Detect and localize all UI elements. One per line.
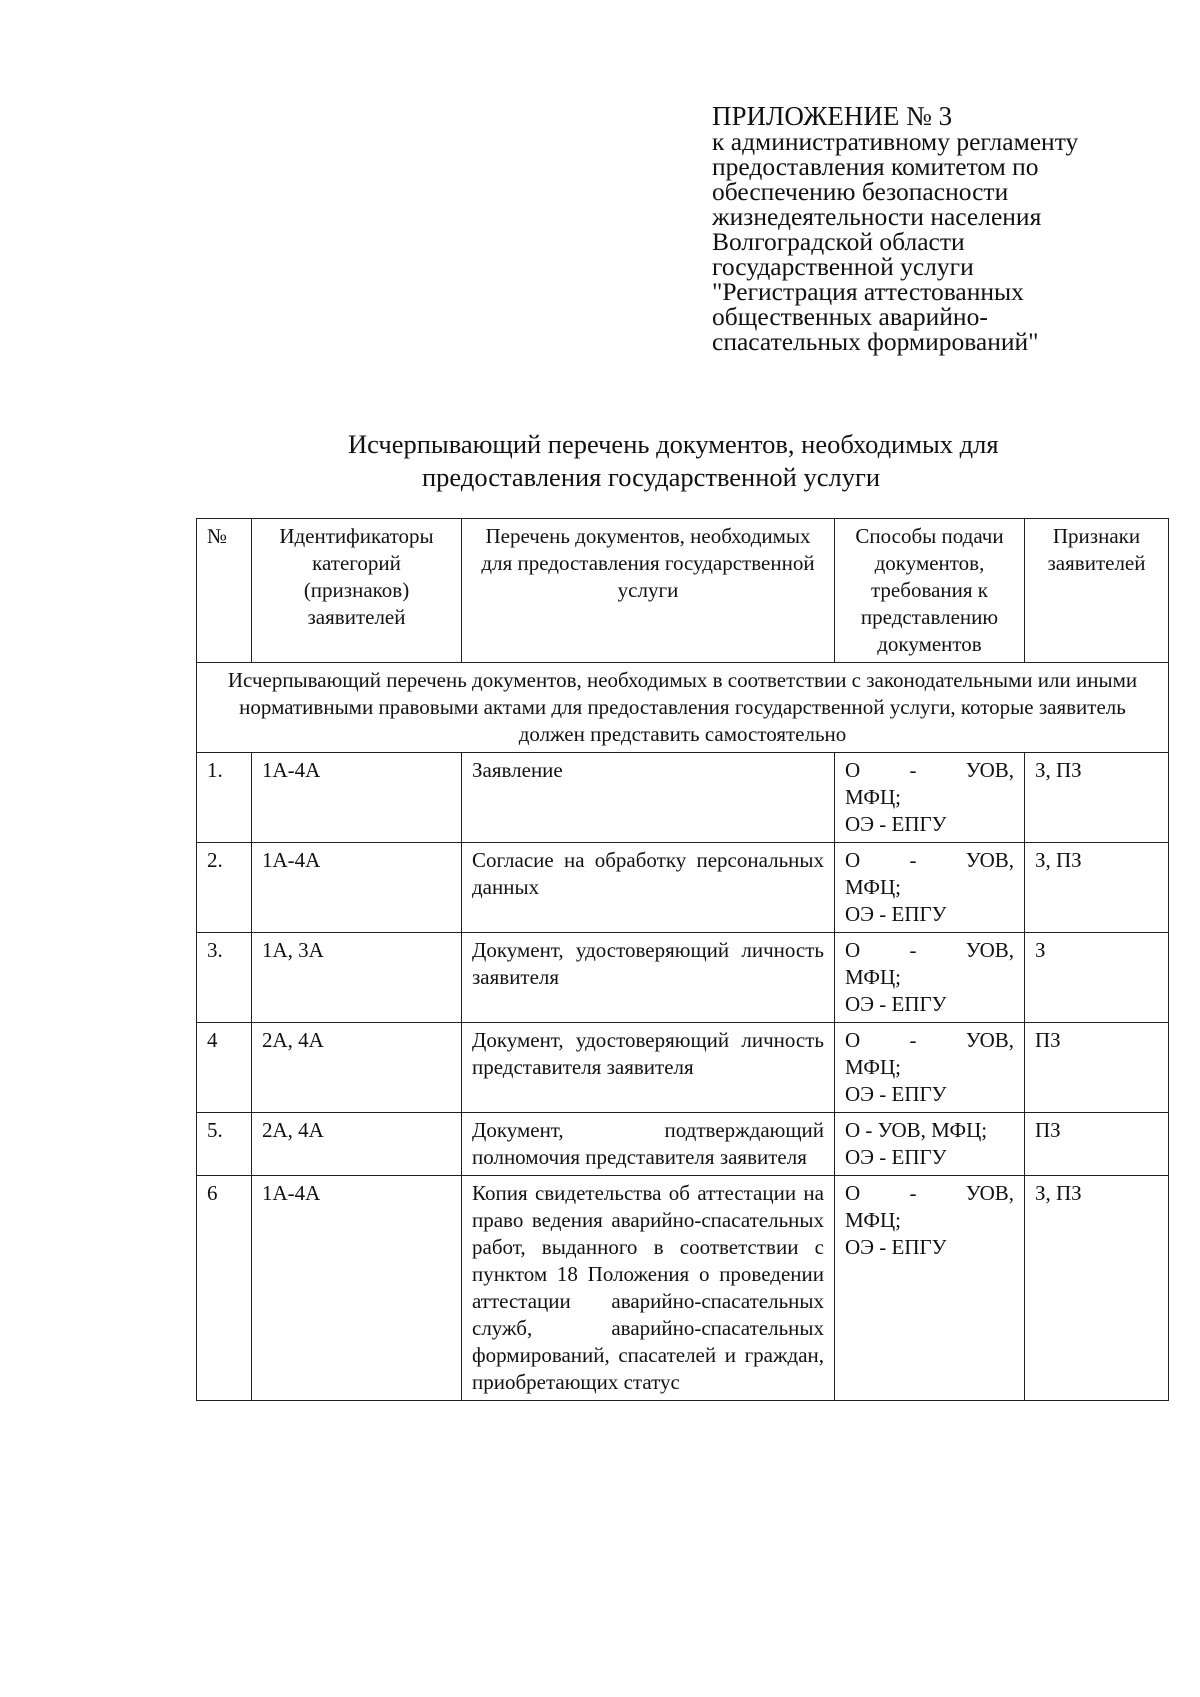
table-row xyxy=(197,1113,1169,1176)
method-line: МФЦ; xyxy=(845,875,901,899)
row-method xyxy=(835,933,1025,1023)
section-title: Исчерпывающий перечень документов, необходимых в соответствии с законодательными или иными нормативными правовыми актами для предоставления государственной услуги, которые заявитель должен представить самостоятельно xyxy=(197,663,1169,753)
row-signs: ПЗ xyxy=(1025,1023,1169,1113)
method-line: ОЭ - ЕПГУ xyxy=(845,1082,947,1106)
document-title-line-2: предоставления государственной услуги xyxy=(422,462,881,492)
appendix-line: "Регистрация аттестованных xyxy=(712,277,1024,306)
appendix-line: спасательных формирований" xyxy=(712,327,1039,356)
row-method xyxy=(835,753,1025,843)
appendix-line: предоставления комитетом по xyxy=(712,152,1039,181)
row-identifiers: 1А-4А xyxy=(252,843,462,933)
appendix-line: Волгоградской области xyxy=(712,227,965,256)
table-row xyxy=(197,1023,1169,1113)
document-title xyxy=(300,428,1100,494)
row-number: 4 xyxy=(197,1023,252,1113)
document-title-line-1: Исчерпывающий перечень документов, необходимых для xyxy=(348,429,999,459)
documents-table xyxy=(196,518,1169,1401)
row-identifiers: 1А-4А xyxy=(252,753,462,843)
row-method xyxy=(835,1176,1025,1401)
row-method xyxy=(835,1023,1025,1113)
method-line: МФЦ; xyxy=(845,1055,901,1079)
appendix-line: обеспечению безопасности xyxy=(712,177,1009,206)
method-line: ОЭ - ЕПГУ xyxy=(845,1145,947,1169)
method-line: О - УОВ, МФЦ; xyxy=(845,1118,988,1142)
row-method xyxy=(835,1113,1025,1176)
method-line: МФЦ; xyxy=(845,965,901,989)
row-identifiers: 2А, 4А xyxy=(252,1023,462,1113)
row-identifiers: 2А, 4А xyxy=(252,1113,462,1176)
method-line: О - УОВ, xyxy=(845,758,1014,782)
table-row xyxy=(197,753,1169,843)
row-document: Документ, удостоверяющий личность представителя заявителя xyxy=(462,1023,835,1113)
row-document: Заявление xyxy=(462,753,835,843)
header-methods: Способы подачи документов, требования к представлению документов xyxy=(835,519,1025,663)
table-row xyxy=(197,1176,1169,1401)
appendix-line: к административному регламенту xyxy=(712,127,1079,156)
row-number: 5. xyxy=(197,1113,252,1176)
appendix-block xyxy=(712,101,1172,356)
table-header-row xyxy=(197,519,1169,663)
method-line: ОЭ - ЕПГУ xyxy=(845,1235,947,1259)
method-line: ОЭ - ЕПГУ xyxy=(845,902,947,926)
row-signs: З, ПЗ xyxy=(1025,1176,1169,1401)
method-line: О - УОВ, xyxy=(845,1028,1014,1052)
method-line: О - УОВ, xyxy=(845,938,1014,962)
row-signs: ПЗ xyxy=(1025,1113,1169,1176)
method-line: О - УОВ, xyxy=(845,1181,1014,1205)
appendix-title: ПРИЛОЖЕНИЕ № 3 xyxy=(712,101,953,131)
row-identifiers: 1А, 3А xyxy=(252,933,462,1023)
method-line: ОЭ - ЕПГУ xyxy=(845,812,947,836)
header-documents: Перечень документов, необходимых для предоставления государственной услуги xyxy=(462,519,835,663)
row-signs: З, ПЗ xyxy=(1025,843,1169,933)
appendix-line: общественных аварийно- xyxy=(712,302,988,331)
appendix-line: государственной услуги xyxy=(712,252,974,281)
row-method xyxy=(835,843,1025,933)
header-identifiers: Идентификаторы категорий (признаков) заявителей xyxy=(252,519,462,663)
header-number: № xyxy=(197,519,252,663)
row-number: 2. xyxy=(197,843,252,933)
table-row xyxy=(197,843,1169,933)
row-signs: З xyxy=(1025,933,1169,1023)
row-document: Документ, удостоверяющий личность заявителя xyxy=(462,933,835,1023)
method-line: ОЭ - ЕПГУ xyxy=(845,992,947,1016)
header-signs: Признаки заявителей xyxy=(1025,519,1169,663)
row-document: Согласие на обработку персональных данных xyxy=(462,843,835,933)
row-number: 1. xyxy=(197,753,252,843)
method-line: МФЦ; xyxy=(845,785,901,809)
section-row xyxy=(197,663,1169,753)
row-signs: З, ПЗ xyxy=(1025,753,1169,843)
row-document: Копия свидетельства об аттестации на право ведения аварийно-спасательных работ, выданного в соответствии с пунктом 18 Положения о проведении аттестации аварийно-спасательных служб, аварийно-спасательных формирований, спасателей и граждан, приобретающих статус xyxy=(462,1176,835,1401)
appendix-line: жизнедеятельности населения xyxy=(712,202,1042,231)
row-number: 6 xyxy=(197,1176,252,1401)
method-line: О - УОВ, xyxy=(845,848,1014,872)
row-number: 3. xyxy=(197,933,252,1023)
method-line: МФЦ; xyxy=(845,1208,901,1232)
row-document: Документ, подтверждающий полномочия представителя заявителя xyxy=(462,1113,835,1176)
row-identifiers: 1А-4А xyxy=(252,1176,462,1401)
table-row xyxy=(197,933,1169,1023)
